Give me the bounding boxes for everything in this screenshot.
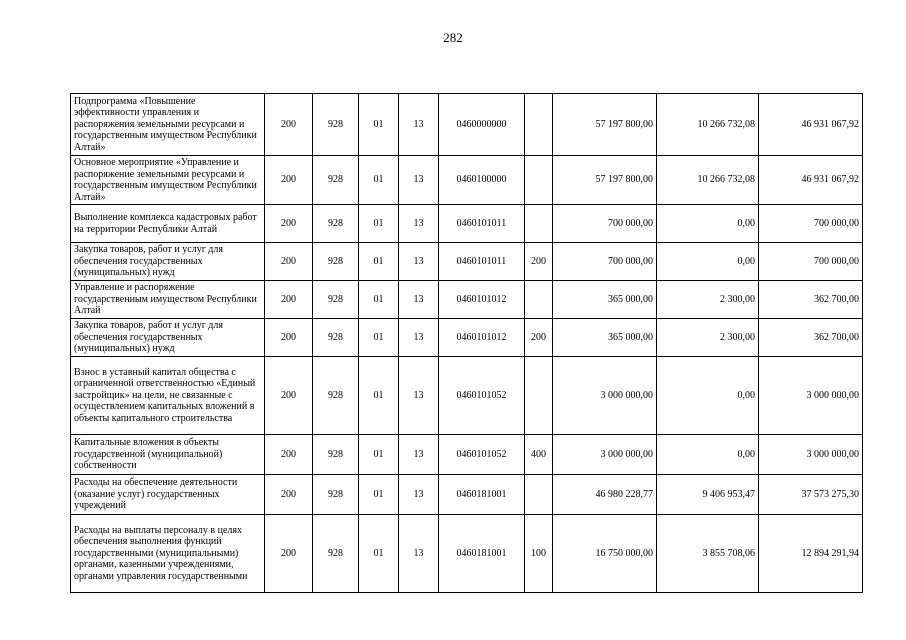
expense-type-cell [525, 156, 553, 205]
planned-amount-cell: 365 000,00 [553, 281, 657, 319]
grbs-code-cell: 200 [265, 357, 313, 435]
subsection-code-cell: 13 [399, 281, 439, 319]
department-code-cell: 928 [313, 243, 359, 281]
grbs-code-cell: 200 [265, 94, 313, 156]
executed-amount-cell: 0,00 [657, 435, 759, 475]
table-row [71, 243, 863, 281]
target-article-cell: 0460181001 [439, 515, 525, 593]
department-code-cell: 928 [313, 435, 359, 475]
executed-amount-cell: 3 855 708,06 [657, 515, 759, 593]
planned-amount-cell: 3 000 000,00 [553, 435, 657, 475]
section-code-cell: 01 [359, 156, 399, 205]
expense-type-cell: 400 [525, 435, 553, 475]
remaining-amount-cell: 46 931 067,92 [759, 94, 863, 156]
department-code-cell: 928 [313, 281, 359, 319]
department-code-cell: 928 [313, 319, 359, 357]
remaining-amount-cell: 37 573 275,30 [759, 475, 863, 515]
grbs-code-cell: 200 [265, 281, 313, 319]
row-name-cell: Основное мероприятие «Управление и распоряжение земельными ресурсами и государственным имуществом Республики Алтай» [71, 156, 265, 205]
remaining-amount-cell: 12 894 291,94 [759, 515, 863, 593]
table-row [71, 205, 863, 243]
target-article-cell: 0460101011 [439, 243, 525, 281]
department-code-cell: 928 [313, 156, 359, 205]
subsection-code-cell: 13 [399, 475, 439, 515]
expense-type-cell [525, 475, 553, 515]
remaining-amount-cell: 700 000,00 [759, 243, 863, 281]
expense-type-cell: 200 [525, 319, 553, 357]
subsection-code-cell: 13 [399, 357, 439, 435]
planned-amount-cell: 57 197 800,00 [553, 94, 657, 156]
remaining-amount-cell: 362 700,00 [759, 319, 863, 357]
subsection-code-cell: 13 [399, 156, 439, 205]
budget-table [70, 93, 863, 593]
expense-type-cell: 200 [525, 243, 553, 281]
target-article-cell: 0460000000 [439, 94, 525, 156]
subsection-code-cell: 13 [399, 243, 439, 281]
executed-amount-cell: 10 266 732,08 [657, 156, 759, 205]
expense-type-cell [525, 357, 553, 435]
planned-amount-cell: 16 750 000,00 [553, 515, 657, 593]
section-code-cell: 01 [359, 357, 399, 435]
section-code-cell: 01 [359, 319, 399, 357]
section-code-cell: 01 [359, 205, 399, 243]
table-row [71, 475, 863, 515]
target-article-cell: 0460101052 [439, 435, 525, 475]
planned-amount-cell: 46 980 228,77 [553, 475, 657, 515]
planned-amount-cell: 57 197 800,00 [553, 156, 657, 205]
row-name-cell: Капитальные вложения в объекты государственной (муниципальной) собственности [71, 435, 265, 475]
expense-type-cell [525, 205, 553, 243]
grbs-code-cell: 200 [265, 435, 313, 475]
target-article-cell: 0460100000 [439, 156, 525, 205]
planned-amount-cell: 365 000,00 [553, 319, 657, 357]
executed-amount-cell: 0,00 [657, 357, 759, 435]
planned-amount-cell: 3 000 000,00 [553, 357, 657, 435]
row-name-cell: Подпрограмма «Повышение эффективности управления и распоряжения земельными ресурсами и государственным имуществом Республики Алтай» [71, 94, 265, 156]
table-row [71, 319, 863, 357]
table-body [71, 94, 863, 593]
section-code-cell: 01 [359, 94, 399, 156]
executed-amount-cell: 10 266 732,08 [657, 94, 759, 156]
grbs-code-cell: 200 [265, 156, 313, 205]
row-name-cell: Управление и распоряжение государственным имуществом Республики Алтай [71, 281, 265, 319]
executed-amount-cell: 2 300,00 [657, 319, 759, 357]
grbs-code-cell: 200 [265, 515, 313, 593]
subsection-code-cell: 13 [399, 205, 439, 243]
subsection-code-cell: 13 [399, 435, 439, 475]
expense-type-cell [525, 281, 553, 319]
target-article-cell: 0460101012 [439, 319, 525, 357]
page-number: 282 [443, 30, 463, 45]
table-row [71, 357, 863, 435]
planned-amount-cell: 700 000,00 [553, 205, 657, 243]
section-code-cell: 01 [359, 475, 399, 515]
target-article-cell: 0460181001 [439, 475, 525, 515]
target-article-cell: 0460101011 [439, 205, 525, 243]
remaining-amount-cell: 3 000 000,00 [759, 435, 863, 475]
subsection-code-cell: 13 [399, 319, 439, 357]
department-code-cell: 928 [313, 94, 359, 156]
remaining-amount-cell: 3 000 000,00 [759, 357, 863, 435]
table-row [71, 515, 863, 593]
grbs-code-cell: 200 [265, 319, 313, 357]
row-name-cell: Взнос в уставный капитал общества с ограниченной ответственностью «Единый застройщик» на цели, не связанные с осуществлением капитальных вложений в объекты капитального строительства [71, 357, 265, 435]
department-code-cell: 928 [313, 515, 359, 593]
table-row [71, 435, 863, 475]
table-row [71, 281, 863, 319]
remaining-amount-cell: 362 700,00 [759, 281, 863, 319]
section-code-cell: 01 [359, 281, 399, 319]
row-name-cell: Выполнение комплекса кадастровых работ на территории Республики Алтай [71, 205, 265, 243]
subsection-code-cell: 13 [399, 515, 439, 593]
expense-type-cell [525, 94, 553, 156]
target-article-cell: 0460101012 [439, 281, 525, 319]
grbs-code-cell: 200 [265, 205, 313, 243]
section-code-cell: 01 [359, 435, 399, 475]
row-name-cell: Закупка товаров, работ и услуг для обеспечения государственных (муниципальных) нужд [71, 243, 265, 281]
executed-amount-cell: 0,00 [657, 243, 759, 281]
department-code-cell: 928 [313, 357, 359, 435]
table-row [71, 94, 863, 156]
subsection-code-cell: 13 [399, 94, 439, 156]
row-name-cell: Закупка товаров, работ и услуг для обеспечения государственных (муниципальных) нужд [71, 319, 265, 357]
table-row [71, 156, 863, 205]
planned-amount-cell: 700 000,00 [553, 243, 657, 281]
row-name-cell: Расходы на выплаты персоналу в целях обеспечения выполнения функций государственными (муниципальными) органами, казенными учреждениями, органами управления государственными [71, 515, 265, 593]
grbs-code-cell: 200 [265, 475, 313, 515]
department-code-cell: 928 [313, 475, 359, 515]
remaining-amount-cell: 700 000,00 [759, 205, 863, 243]
department-code-cell: 928 [313, 205, 359, 243]
executed-amount-cell: 2 300,00 [657, 281, 759, 319]
row-name-cell: Расходы на обеспечение деятельности (оказание услуг) государственных учреждений [71, 475, 265, 515]
target-article-cell: 0460101052 [439, 357, 525, 435]
executed-amount-cell: 9 406 953,47 [657, 475, 759, 515]
remaining-amount-cell: 46 931 067,92 [759, 156, 863, 205]
grbs-code-cell: 200 [265, 243, 313, 281]
section-code-cell: 01 [359, 515, 399, 593]
executed-amount-cell: 0,00 [657, 205, 759, 243]
expense-type-cell: 100 [525, 515, 553, 593]
section-code-cell: 01 [359, 243, 399, 281]
